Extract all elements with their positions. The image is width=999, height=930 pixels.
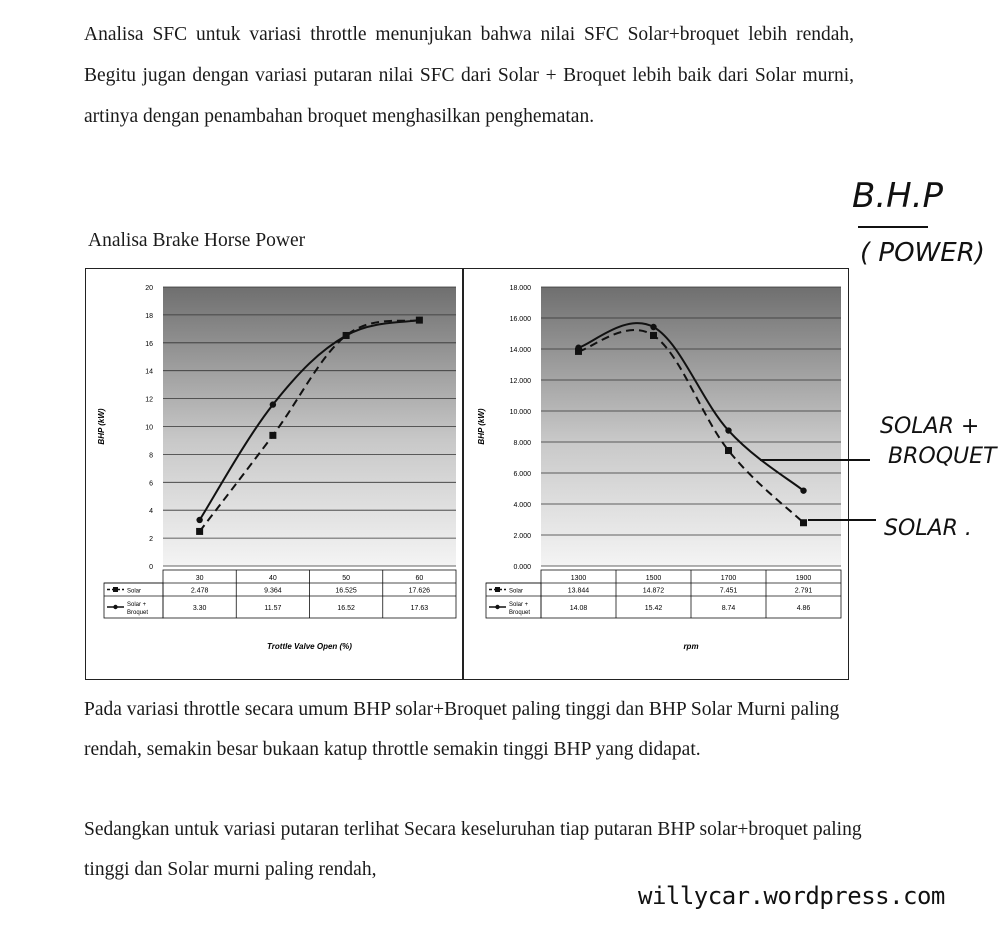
- annotation-bhp-title: B.H.P: [852, 176, 944, 216]
- annotation-solar: SOLAR .: [884, 516, 972, 541]
- table-cell-value: 2.478: [190, 587, 209, 595]
- y-tick-label: 8.000: [513, 440, 531, 447]
- x-category-label: 30: [195, 575, 204, 582]
- x-category-label: 60: [415, 575, 424, 582]
- table-cell-value: 7.451: [719, 587, 738, 595]
- point-marker-solar-broquet: [416, 317, 422, 323]
- annotation-pointer-solar: [808, 519, 876, 521]
- plot-area: [541, 287, 841, 566]
- y-tick-label: 6: [149, 480, 153, 488]
- y-tick-label: 10: [145, 424, 153, 432]
- annotation-underline: [858, 226, 928, 228]
- point-marker-solar-broquet: [800, 487, 806, 493]
- legend-series-name: Broquet: [127, 610, 149, 616]
- watermark-text: willycar.wordpress.com: [638, 882, 945, 910]
- x-category-label: 1700: [720, 575, 737, 582]
- table-cell-value: 8.74: [721, 605, 736, 612]
- section-heading: Analisa Brake Horse Power: [88, 230, 306, 251]
- y-tick-label: 4.000: [513, 502, 531, 509]
- annotation-solar-broquet-1: SOLAR +: [880, 414, 980, 439]
- point-marker-solar: [269, 432, 276, 439]
- conclusion-throttle-paragraph: Pada variasi throttle secara umum BHP solar+Broquet paling tinggi dan BHP Solar Murni paling rendah, semakin besar bukaan katup throttle semakin tinggi BHP yang didapat.: [84, 699, 840, 760]
- y-tick-label: 18: [145, 312, 153, 320]
- legend-marker-solar-broquet: [113, 605, 117, 609]
- chart-throttle-svg: [86, 269, 464, 681]
- y-tick-label: 14: [145, 368, 153, 376]
- table-cell-value: 3.30: [192, 605, 207, 612]
- table-cell-value: 4.86: [796, 605, 811, 612]
- legend-marker-solar-broquet: [495, 605, 499, 609]
- x-category-label: 1300: [570, 575, 587, 582]
- y-tick-label: 4: [149, 508, 153, 516]
- chart-rpm-svg: [464, 269, 850, 681]
- y-tick-label: 10.000: [509, 409, 531, 416]
- y-tick-label: 0.000: [513, 564, 531, 571]
- legend-series-name: Solar: [127, 588, 142, 595]
- point-marker-solar-broquet: [196, 517, 202, 523]
- table-cell-value: 2.791: [794, 587, 813, 595]
- y-tick-label: 14.000: [509, 347, 531, 354]
- point-marker-solar-broquet: [343, 332, 349, 338]
- point-marker-solar: [196, 528, 203, 535]
- y-axis-label: BHP (kW): [97, 408, 106, 445]
- table-cell-value: 17.626: [408, 587, 431, 595]
- x-axis-label: Trottle Valve Open (%): [267, 642, 352, 651]
- conclusion-rpm-paragraph: Sedangkan untuk variasi putaran terlihat Secara keseluruhan tiap putaran BHP solar+broquet paling tinggi dan Solar murni paling rendah,: [84, 819, 862, 880]
- legend-series-name: Solar +: [127, 602, 147, 608]
- point-marker-solar: [725, 447, 732, 454]
- y-tick-label: 18.000: [509, 285, 531, 292]
- y-tick-label: 2: [149, 536, 153, 544]
- y-tick-label: 12: [145, 396, 153, 404]
- table-cell-value: 14.872: [642, 587, 665, 595]
- point-marker-solar-broquet: [575, 345, 581, 351]
- y-axis-label: BHP (kW): [477, 408, 486, 445]
- table-cell-value: 16.52: [337, 605, 355, 612]
- point-marker-solar-broquet: [270, 401, 276, 407]
- legend-series-name: Solar: [509, 588, 524, 595]
- legend-marker-solar: [495, 587, 500, 592]
- table-cell-value: 15.42: [644, 605, 663, 612]
- legend-marker-solar: [113, 587, 118, 592]
- chart-throttle: [85, 268, 463, 680]
- point-marker-solar: [650, 332, 657, 339]
- legend-series-name: Solar +: [509, 602, 529, 608]
- table-cell-value: 16.525: [335, 587, 357, 595]
- annotation-solar-broquet-2: BROQUET: [888, 444, 997, 469]
- x-category-label: 40: [268, 575, 277, 582]
- annotation-pointer-broquet: [760, 459, 870, 461]
- y-tick-label: 16.000: [509, 316, 531, 323]
- y-tick-label: 8: [149, 452, 153, 460]
- x-axis-label: rpm: [683, 642, 699, 651]
- x-category-label: 50: [342, 575, 351, 582]
- table-cell-value: 11.57: [264, 605, 282, 612]
- annotation-bhp-subtitle: ( POWER): [860, 238, 985, 268]
- point-marker-solar-broquet: [650, 324, 656, 330]
- point-marker-solar-broquet: [725, 427, 731, 433]
- legend-series-name: Broquet: [509, 610, 531, 616]
- point-marker-solar: [800, 519, 807, 526]
- table-cell-value: 13.844: [567, 587, 590, 595]
- y-tick-label: 2.000: [513, 533, 531, 540]
- y-tick-label: 16: [145, 340, 153, 348]
- y-tick-label: 12.000: [509, 378, 531, 385]
- table-cell-value: 17.63: [410, 605, 429, 612]
- y-tick-label: 6.000: [513, 471, 531, 478]
- y-tick-label: 0: [149, 564, 153, 571]
- x-category-label: 1500: [645, 575, 662, 582]
- x-category-label: 1900: [795, 575, 812, 582]
- chart-rpm: [463, 268, 849, 680]
- table-cell-value: 9.364: [264, 587, 282, 595]
- y-tick-label: 20: [145, 285, 153, 292]
- intro-paragraph: Analisa SFC untuk variasi throttle menunjukan bahwa nilai SFC Solar+broquet lebih rendah, Begitu jugan dengan variasi putaran nilai SFC dari Solar + Broquet lebih baik dari Solar murni, artinya dengan penambahan broquet menghasilkan penghematan.: [84, 24, 854, 127]
- table-cell-value: 14.08: [569, 605, 588, 612]
